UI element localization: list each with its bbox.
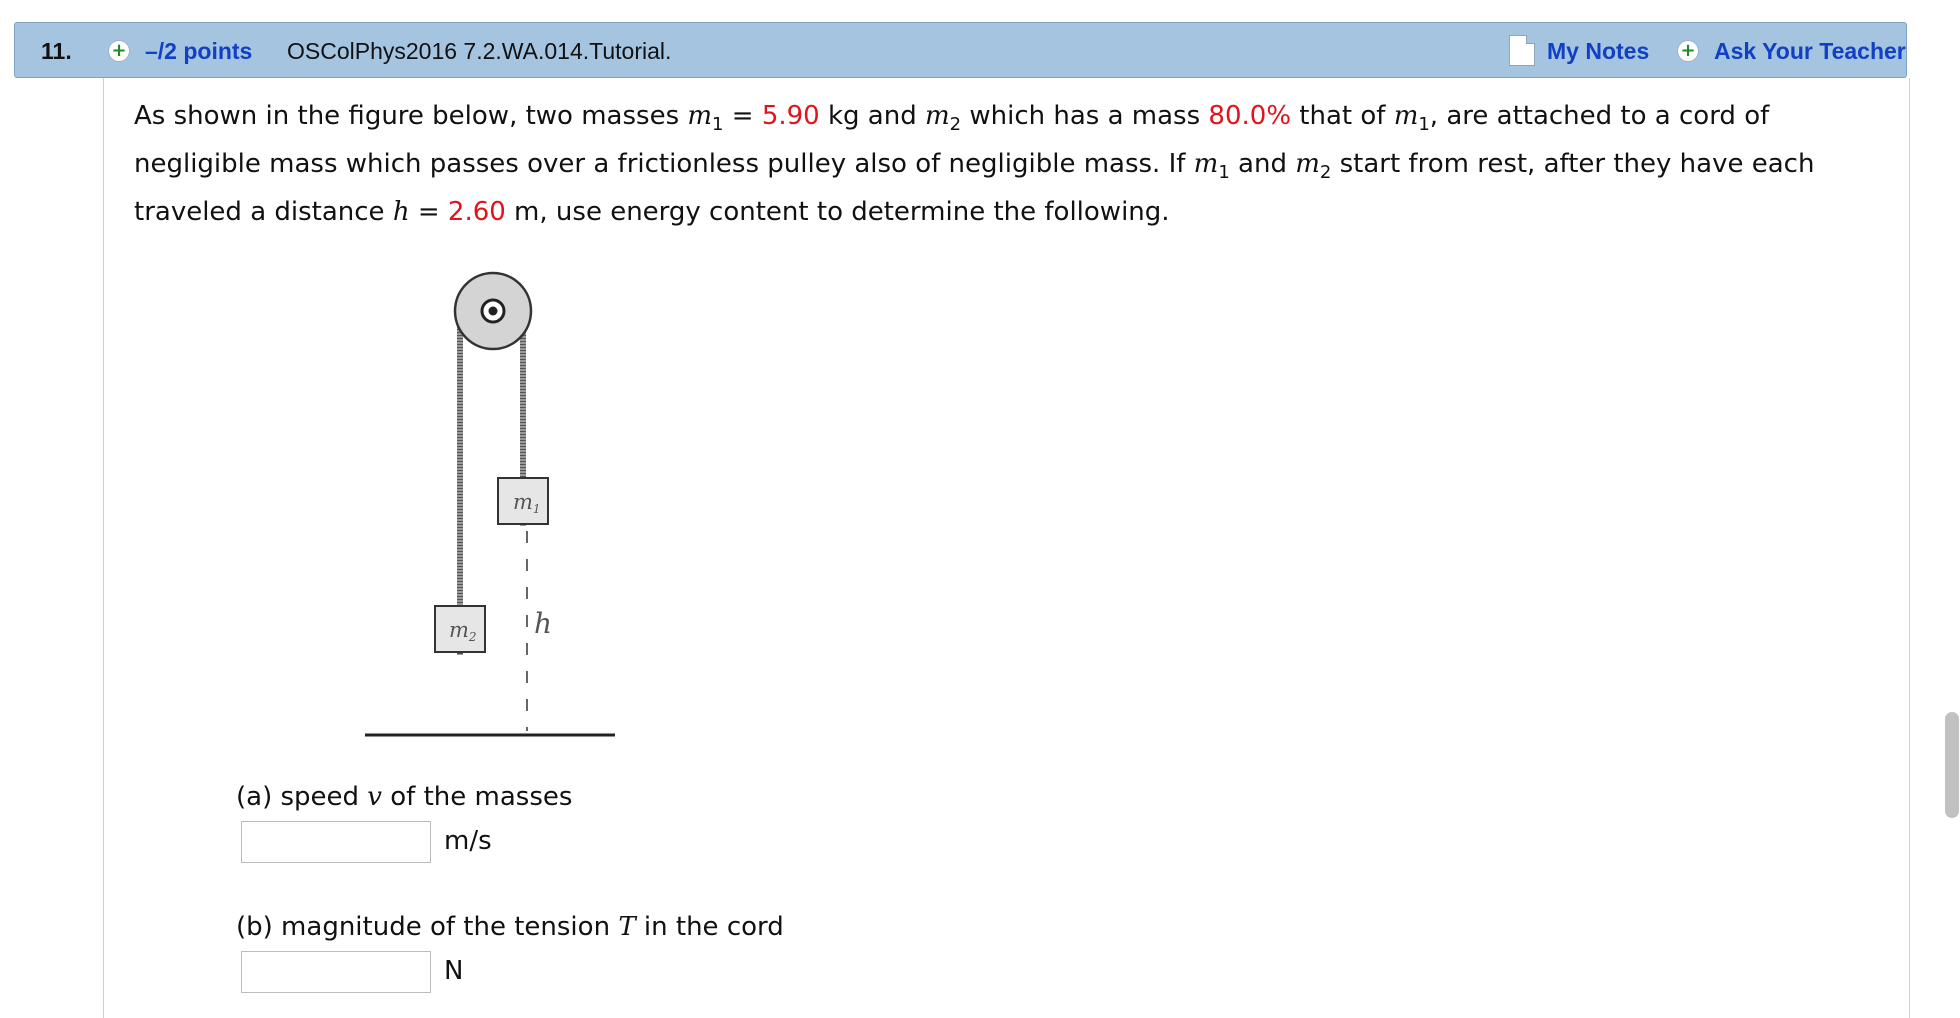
ask-teacher-plus-icon[interactable]: + (1677, 40, 1699, 62)
speed-answer-input[interactable] (241, 821, 431, 863)
mass-m2-block (435, 606, 485, 652)
question-text: As shown in the figure below, two masses $m_1 = 5.90$ kg and $m_2$ which has a mass 80.0% that of $m_1$, are attached to a cord of negligible mass which passes over a frictionless pulley also of negligible mass. If $m_1$ and $m_2$ start from rest, after they have each traveled a distance h = 2.60 m, use energy content to determine the following. (134, 101, 1815, 227)
h-label: h (534, 607, 553, 640)
ask-teacher-link[interactable]: Ask Your Teacher (1714, 38, 1906, 64)
pulley-figure (350, 263, 630, 748)
part-b-label: (b) magnitude of the tension T in the cord (236, 912, 784, 942)
svg-text:m1: m1 (513, 490, 541, 516)
question-id: OSColPhys2016 7.2.WA.014.Tutorial. (287, 38, 672, 64)
h-value: 2.60 (447, 197, 506, 227)
part-a-label: (a) speed v of the masses (236, 782, 573, 812)
mass-m1-block (498, 478, 548, 524)
m1-value: 5.90 (761, 101, 820, 131)
speed-unit: m/s (444, 826, 492, 856)
notes-icon[interactable] (1509, 35, 1535, 66)
svg-text:m2: m2 (449, 618, 477, 644)
left-cord (457, 310, 463, 655)
question-header (14, 22, 1907, 78)
page-scrollbar-thumb[interactable] (1945, 712, 1959, 818)
my-notes-link[interactable]: My Notes (1547, 38, 1650, 64)
question-number: 11. (41, 38, 72, 64)
expand-plus-icon[interactable]: + (108, 40, 130, 62)
tension-unit: N (444, 956, 464, 986)
points-link[interactable]: –/2 points (145, 38, 253, 64)
tension-answer-input[interactable] (241, 951, 431, 993)
pulley-icon (455, 273, 531, 349)
mass-percent: 80.0% (1208, 101, 1292, 131)
